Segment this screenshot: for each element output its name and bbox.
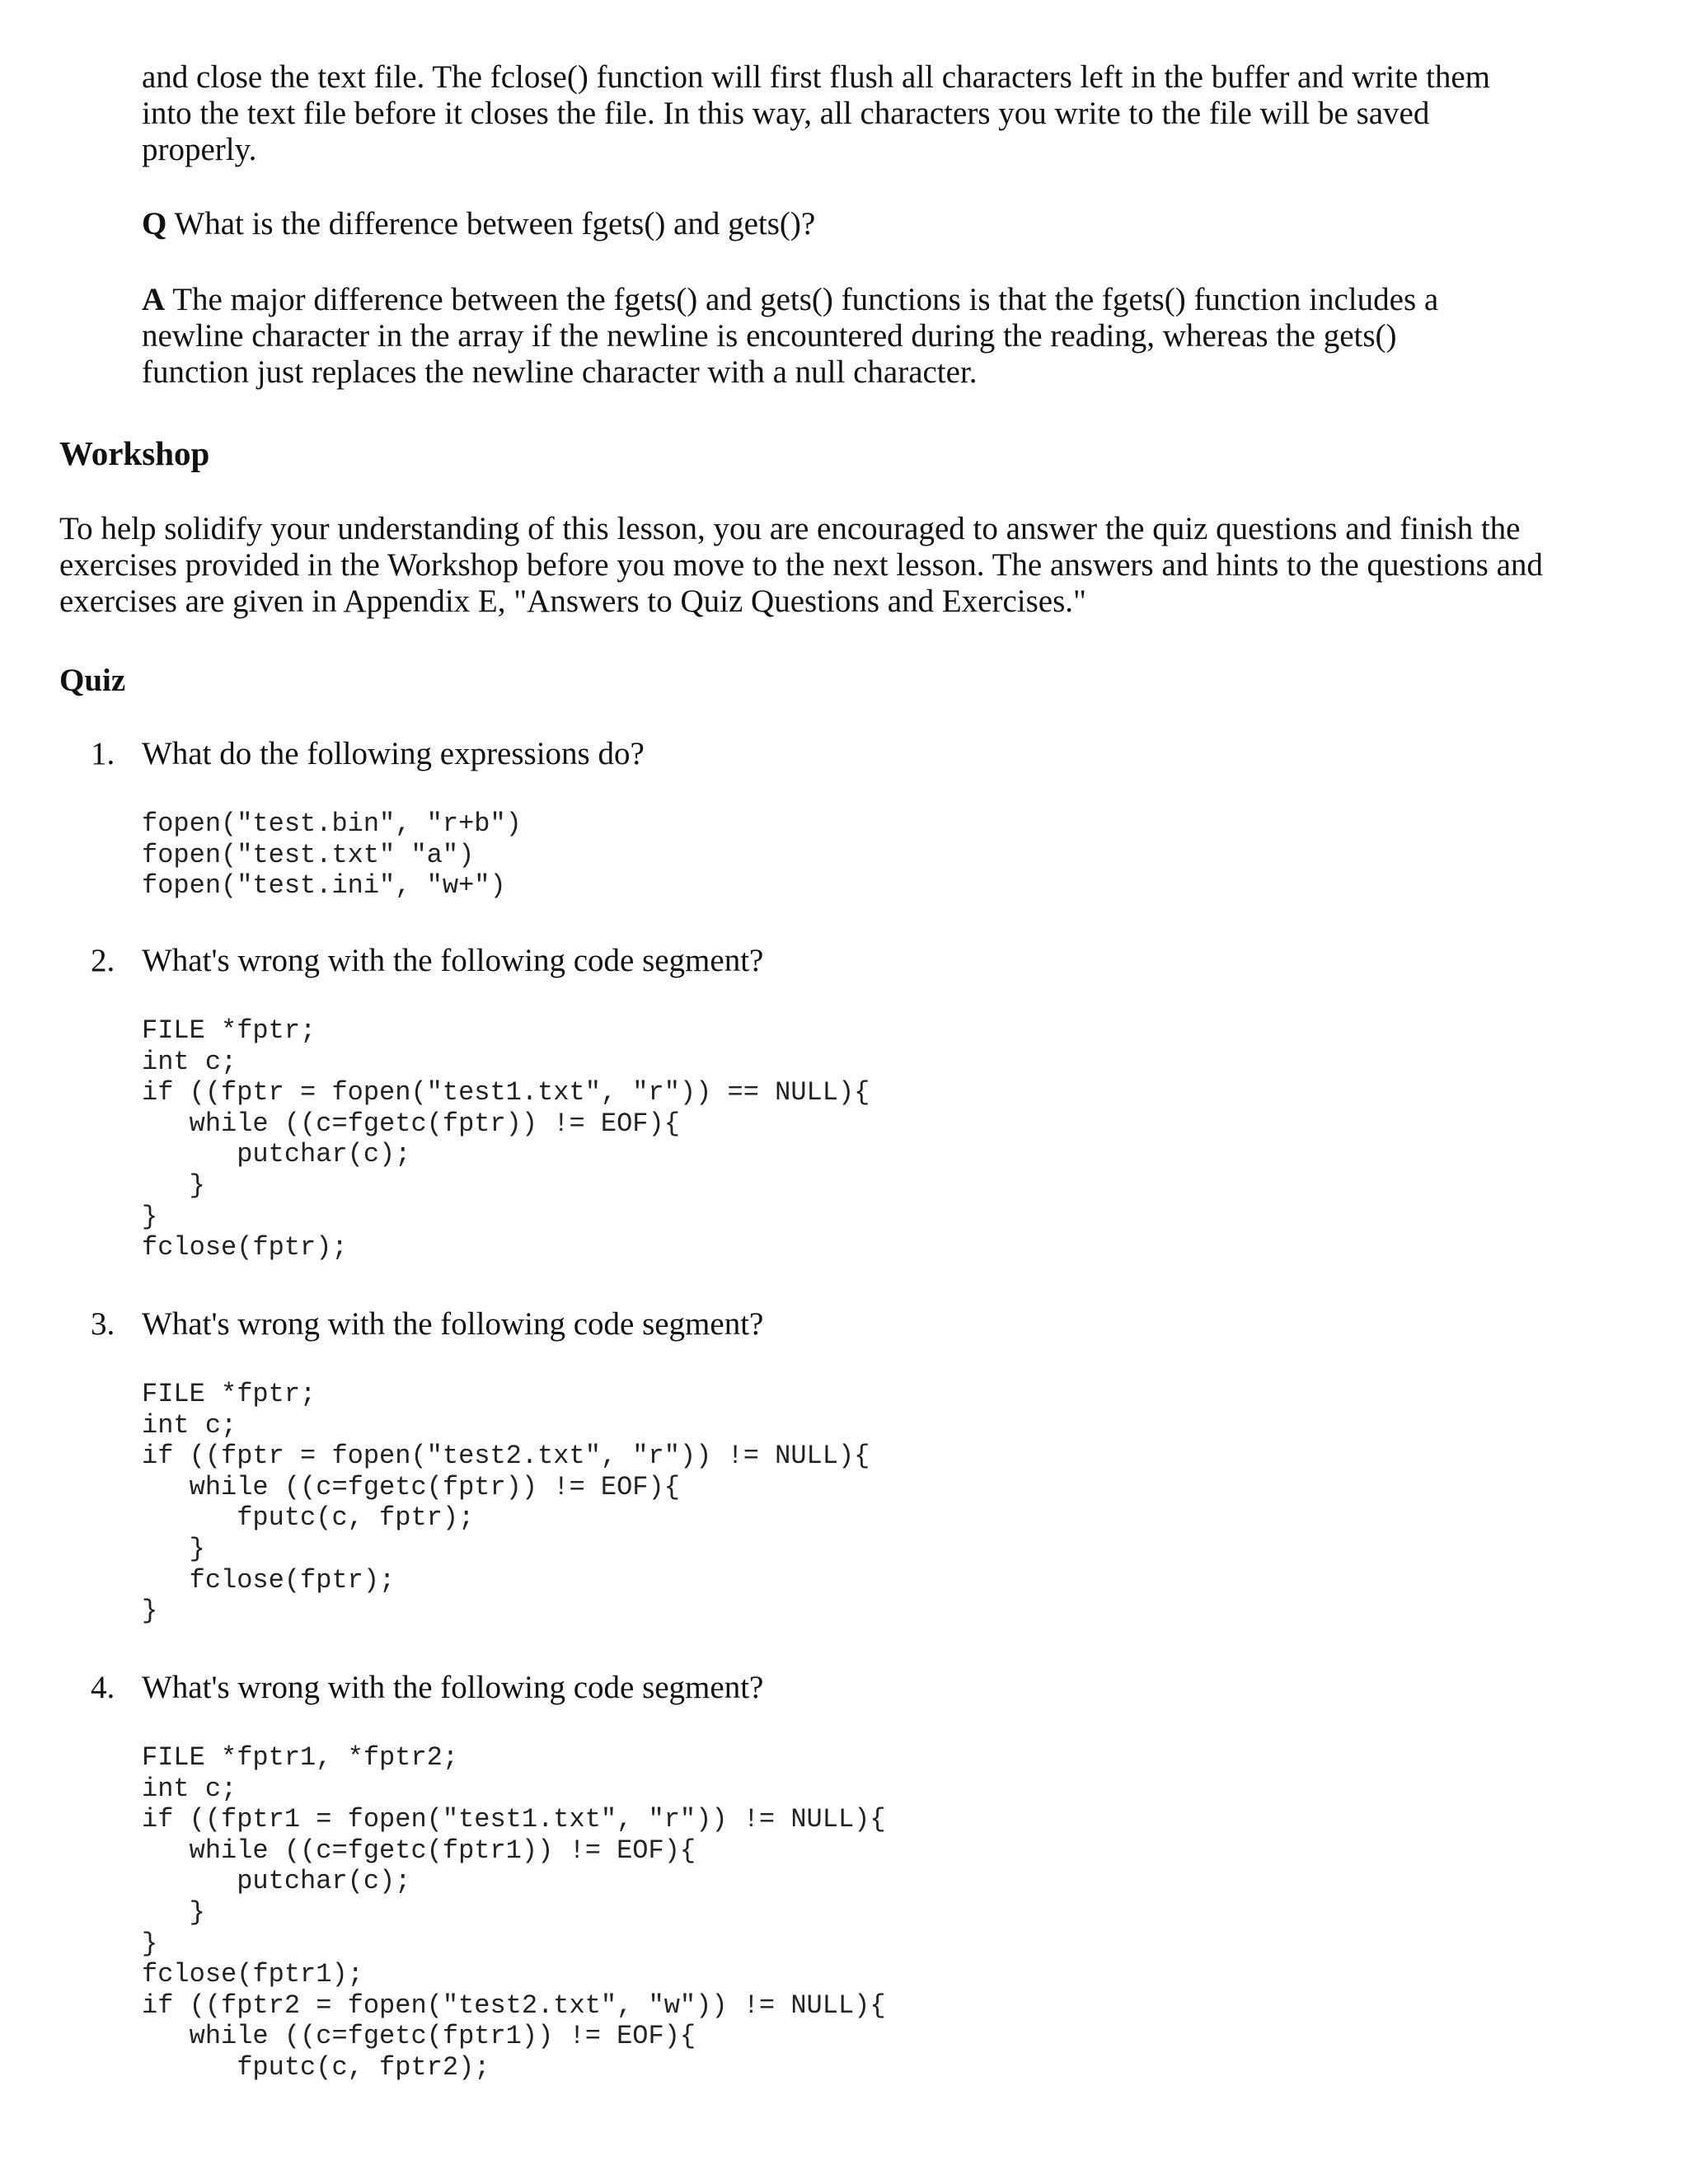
quiz-item-code: FILE *fptr; int c; if ((fptr = fopen("test2.txt", "r")) != NULL){ while ((c=fgetc(fptr)) != EOF){ fputc(c, fptr); } fclose(fptr); } [142, 1379, 870, 1627]
faq-question [142, 206, 1592, 242]
quiz-item-code: FILE *fptr1, *fptr2; int c; if ((fptr1 = fopen("test1.txt", "r")) != NULL){ while ((c=fgetc(fptr1)) != EOF){ putchar(c); } } fclose(fptr1); if ((fptr2 = fopen("test2.txt", "w")) != NULL){ while ((c=fgetc(fptr1)) != EOF){ fputc(c, fptr2); [142, 1742, 886, 2083]
quiz-item-code: FILE *fptr; int c; if ((fptr = fopen("test1.txt", "r")) == NULL){ while ((c=fgetc(fptr)) != EOF){ putchar(c); } } fclose(fptr); [142, 1015, 870, 1263]
faq-answer [142, 282, 1592, 391]
workshop-heading: Workshop [59, 434, 210, 472]
workshop-paragraph: To help solidify your understanding of this lesson, you are encouraged to answer the quiz questions and finish the exercises provided in the Workshop before you move to the next lesson. The answers and hints to the questions and exercises are given in Appendix E, "Answers to Quiz Questions and Exercises." [59, 511, 1543, 619]
quiz-item-code: fopen("test.bin", "r+b") fopen("test.txt" "a") fopen("test.ini", "w+") [142, 808, 522, 902]
answer-text: The major difference between the fgets() and gets() functions is that the fgets() function includes a newline character in the array if the newline is encountered during the reading, whereas the gets() function just replaces the newline character with a null character. [142, 282, 1439, 390]
answer-label: A [142, 282, 166, 317]
quiz-item-number: 2. [91, 943, 115, 978]
intro-continuation-paragraph: and close the text file. The fclose() function will first flush all characters left in the buffer and write them into the text file before it closes the file. In this way, all characters you write to the file will be saved properly. [142, 59, 1490, 167]
question-text: What is the difference between fgets() and gets()? [166, 206, 816, 241]
quiz-item-number: 1. [91, 736, 115, 771]
quiz-item-question: What do the following expressions do? [142, 736, 645, 771]
question-label: Q [142, 206, 167, 241]
quiz-item-number: 3. [91, 1306, 115, 1342]
quiz-item-question: What's wrong with the following code segment? [142, 943, 764, 978]
quiz-item-question: What's wrong with the following code segment? [142, 1306, 764, 1342]
quiz-heading: Quiz [59, 663, 126, 698]
quiz-item-question: What's wrong with the following code segment? [142, 1670, 764, 1705]
quiz-item-number: 4. [91, 1670, 115, 1705]
